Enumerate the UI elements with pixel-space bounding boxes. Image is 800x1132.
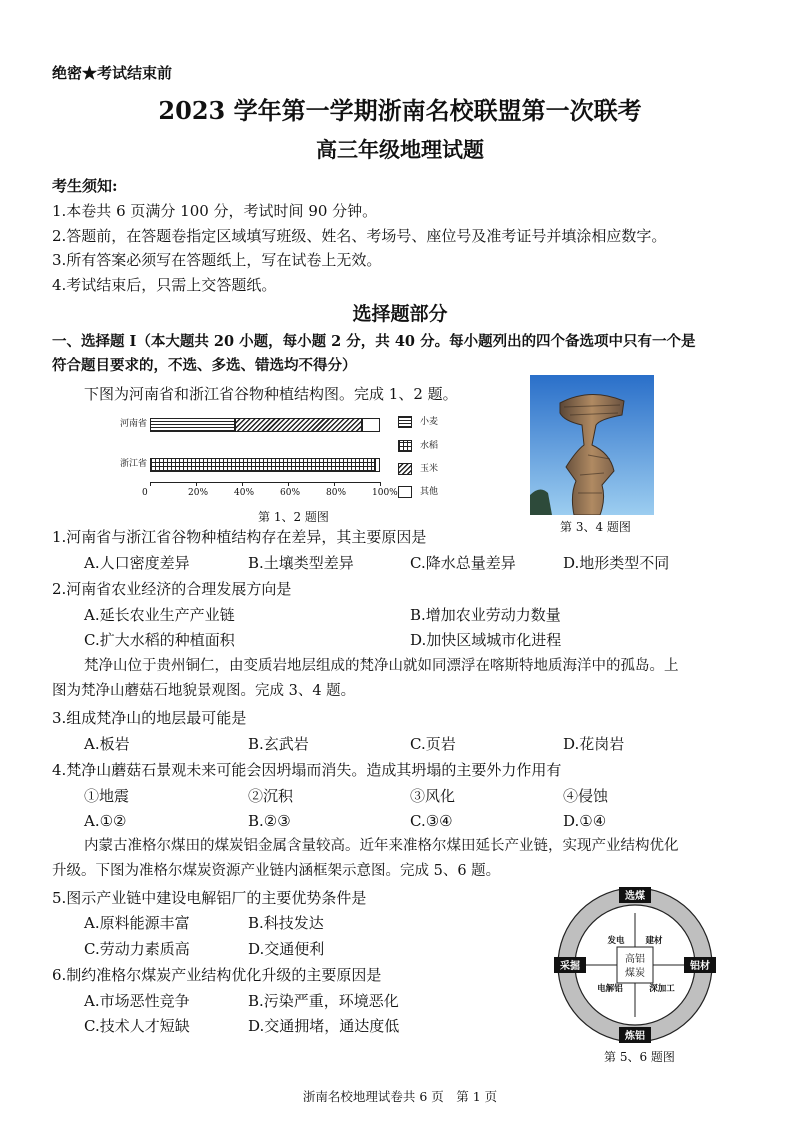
q6-option-b: B.污染严重，环境恶化 (248, 992, 399, 1010)
inner-label-tr: 建材 (645, 936, 663, 946)
x-tick-label: 100% (372, 488, 398, 498)
q4-item-4: ④侵蚀 (563, 787, 609, 805)
outer-label-left: 采掘 (560, 961, 580, 972)
q6-option-a: A.市场恶性竞争 (84, 992, 190, 1010)
q5-stem: 5.图示产业链中建设电解铝厂的主要优势条件是 (52, 889, 367, 907)
grain-structure-chart (110, 410, 450, 510)
x-tick-label: 0 (142, 488, 148, 498)
q5-option-a: A.原料能源丰富 (84, 914, 190, 932)
q6-option-d: D.交通拥堵，通达度低 (248, 1017, 400, 1035)
q4-option-b: B.②③ (248, 812, 291, 830)
section-title: 选择题部分 (352, 303, 448, 325)
row-label: 河南省 (120, 419, 148, 429)
inner-label-bl: 电解铝 (597, 984, 623, 994)
passage56-line: 内蒙古准格尔煤田的煤炭铝金属含量较高。近年来准格尔煤田延长产业链，实现产业结构优化 (84, 838, 679, 854)
page-footer: 浙南名校地理试卷共 6 页 第 1 页 (302, 1089, 498, 1104)
figure34-caption: 第 3、4 题图 (560, 520, 631, 534)
q5-option-d: D.交通便利 (248, 940, 325, 958)
legend-swatch-wheat (398, 416, 412, 428)
q1-option-a: A.人口密度差异 (84, 554, 190, 572)
bar-segment-other (362, 418, 380, 432)
q1-option-d: D.地形类型不同 (563, 554, 670, 572)
q5-option-c: C.劳动力素质高 (84, 940, 190, 958)
outer-label-top: 选煤 (625, 891, 645, 902)
x-tick-mark (150, 482, 151, 486)
q3-stem: 3.组成梵净山的地层最可能是 (52, 709, 247, 727)
legend-label: 小麦 (420, 417, 439, 427)
legend-label: 玉米 (420, 464, 439, 474)
industry-chain-diagram (550, 885, 720, 1045)
q6-stem: 6.制约准格尔煤炭产业结构优化升级的主要原因是 (52, 966, 382, 984)
q3-option-a: A.板岩 (84, 735, 130, 753)
x-tick-label: 80% (326, 488, 347, 498)
outer-label-bottom: 炼铝 (625, 1031, 645, 1042)
section-intro: 一、选择题 I（本大题共 20 小题，每小题 2 分，共 40 分。每小题列出的四个备选项中只有一个是 (52, 333, 696, 350)
x-tick-mark (380, 482, 381, 486)
center-label-line2: 煤炭 (625, 968, 645, 979)
q1-stem: 1.河南省与浙江省谷物种植结构存在差异，其主要原因是 (52, 528, 427, 546)
row-label: 浙江省 (120, 459, 148, 469)
figure12-lead: 下图为河南省和浙江省谷物种植结构图。完成 1、2 题。 (84, 385, 458, 403)
passage56-line: 升级。下图为准格尔煤炭资源产业链内涵框架示意图。完成 5、6 题。 (52, 863, 501, 879)
exam-title: 2023 学年第一学期浙南名校联盟第一次联考 (158, 96, 642, 125)
legend-swatch-other (398, 486, 412, 498)
bar-segment-other (375, 458, 380, 472)
notice-item: 3.所有答案必须写在答题纸上，写在试卷上无效。 (52, 251, 382, 269)
passage34-line: 图为梵净山蘑菇石地貌景观图。完成 3、4 题。 (52, 683, 356, 699)
x-tick-mark (242, 482, 243, 486)
bars-area (150, 410, 380, 490)
confidential-mark: 绝密★考试结束前 (52, 64, 173, 82)
notice-item: 1.本卷共 6 页满分 100 分，考试时间 90 分钟。 (52, 202, 378, 220)
inner-label-tl: 发电 (607, 936, 625, 946)
mushroom-rock-photo (530, 375, 654, 515)
q4-item-2: ②沉积 (248, 787, 294, 805)
x-tick-label: 60% (280, 488, 301, 498)
inner-label-br: 深加工 (649, 984, 675, 994)
q4-option-c: C.③④ (410, 812, 453, 830)
exam-subtitle: 高三年级地理试题 (316, 137, 484, 162)
notice-heading: 考生须知: (52, 177, 118, 195)
bar-segment-rice (150, 458, 375, 472)
q3-option-d: D.花岗岩 (563, 735, 625, 753)
figure56-caption: 第 5、6 题图 (604, 1050, 675, 1064)
x-ticks (142, 482, 398, 502)
x-tick-label: 20% (188, 488, 209, 498)
q2-option-b: B.增加农业劳动力数量 (410, 606, 561, 624)
q5-option-b: B.科技发达 (248, 914, 324, 932)
q4-item-1: ①地震 (84, 787, 130, 805)
section-intro: 符合题目要求的，不选、多选、错选均不得分） (52, 357, 357, 374)
q1-option-c: C.降水总量差异 (410, 554, 516, 572)
notice-item: 4.考试结束后，只需上交答题纸。 (52, 276, 277, 294)
x-tick-mark (334, 482, 335, 486)
q3-option-c: C.页岩 (410, 735, 456, 753)
legend-swatch-rice (398, 440, 412, 452)
q4-option-d: D.①④ (563, 812, 607, 830)
q6-option-c: C.技术人才短缺 (84, 1017, 190, 1035)
q4-option-a: A.①② (84, 812, 127, 830)
x-tick-mark (288, 482, 289, 486)
q4-stem: 4.梵净山蘑菇石景观未来可能会因坍塌而消失。造成其坍塌的主要外力作用有 (52, 761, 562, 779)
q2-stem: 2.河南省农业经济的合理发展方向是 (52, 580, 292, 598)
x-tick-label: 40% (234, 488, 255, 498)
q2-option-a: A.延长农业生产产业链 (84, 606, 235, 624)
q4-item-3: ③风化 (410, 787, 456, 805)
legend-label: 水稻 (420, 441, 439, 451)
q2-option-d: D.加快区域城市化进程 (410, 631, 562, 649)
center-label-line1: 高铝 (625, 954, 645, 965)
figure12-caption: 第 1、2 题图 (258, 510, 329, 524)
bar-segment-wheat (150, 418, 235, 432)
q3-option-b: B.玄武岩 (248, 735, 309, 753)
legend-label: 其他 (420, 487, 439, 497)
q2-option-c: C.扩大水稻的种植面积 (84, 631, 235, 649)
bar-segment-corn (235, 418, 362, 432)
q1-option-b: B.土壤类型差异 (248, 554, 354, 572)
passage34-line: 梵净山位于贵州铜仁，由变质岩地层组成的梵净山就如同漂浮在喀斯特地质海洋中的孤岛。上 (84, 658, 679, 674)
outer-label-right: 铝材 (690, 961, 710, 972)
x-tick-mark (196, 482, 197, 486)
notice-item: 2.答题前，在答题卷指定区域填写班级、姓名、考场号、座位号及准考证号并填涂相应数字。 (52, 227, 667, 245)
legend-swatch-corn (398, 463, 412, 475)
